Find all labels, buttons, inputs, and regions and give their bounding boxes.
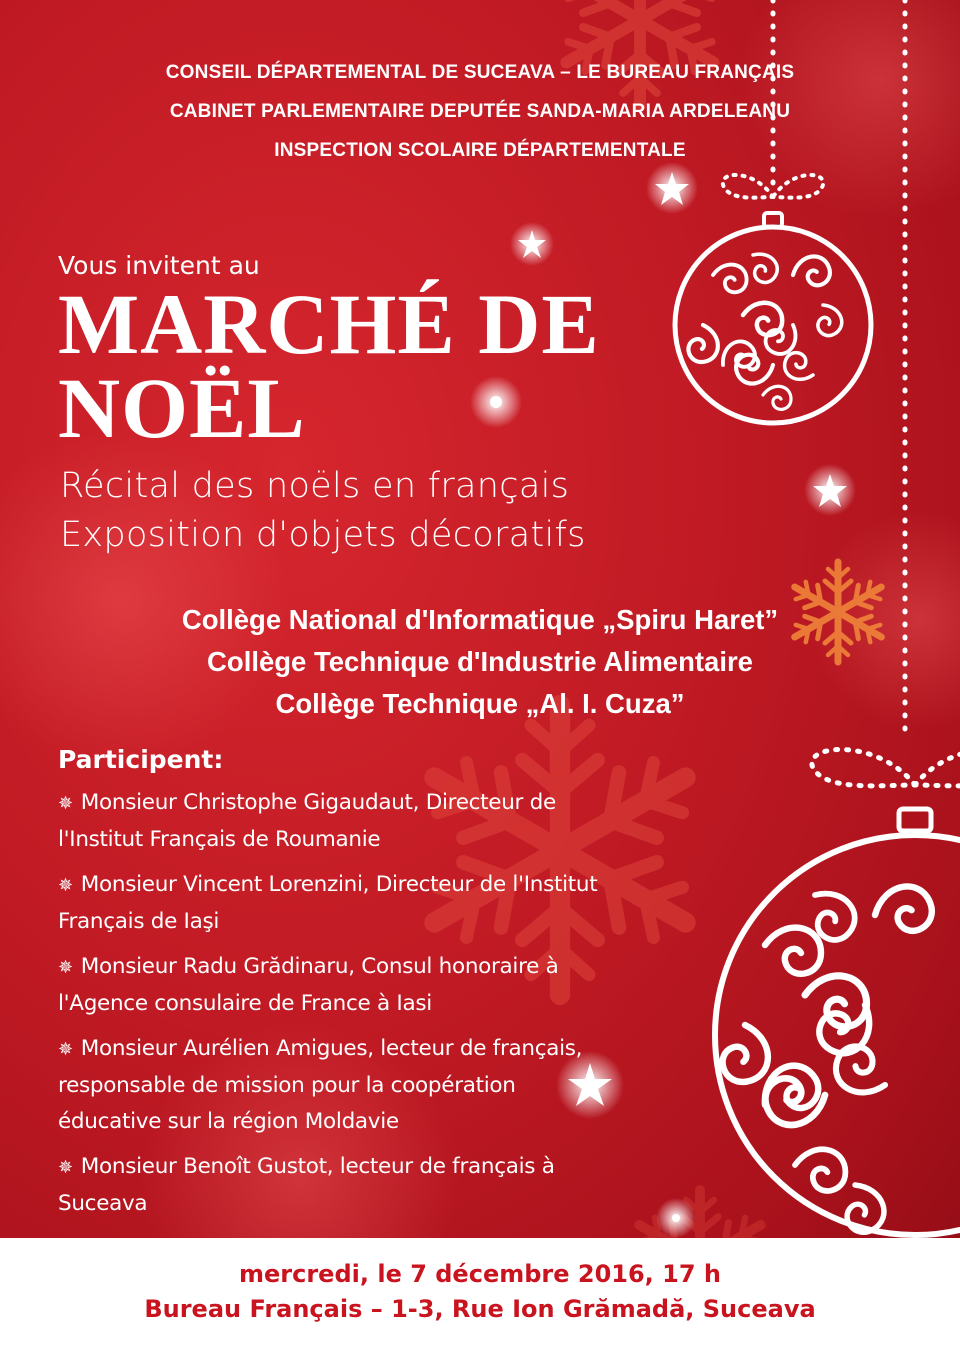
bullet-star-icon: ✵ bbox=[58, 957, 73, 978]
participant-text: responsable de mission pour la coopération bbox=[58, 1073, 516, 1098]
organizer-line: INSPECTION SCOLAIRE DÉPARTEMENTALE bbox=[274, 140, 686, 161]
participant-text: Monsieur Benoît Gustot, lecteur de français à bbox=[80, 1154, 555, 1179]
list-item bbox=[58, 785, 708, 858]
participant-text: Suceava bbox=[58, 1191, 148, 1216]
participant-text: l'Institut Français de Roumanie bbox=[58, 827, 381, 852]
footer-band bbox=[0, 1238, 960, 1352]
participant-text: l'Agence consulaire de France à Iasi bbox=[58, 991, 432, 1016]
event-address: Bureau Français – 1-3, Rue Ion Grămadă, Suceava bbox=[144, 1295, 816, 1323]
organizer-line: CONSEIL DÉPARTEMENTAL DE SUCEAVA – LE BUREAU FRANÇAIS bbox=[165, 62, 795, 83]
college-name: Collège Technique „Al. I. Cuza” bbox=[275, 688, 685, 719]
list-item bbox=[58, 867, 708, 940]
participant-text: Monsieur Aurélien Amigues, lecteur de français, bbox=[80, 1036, 583, 1061]
subtitle: Récital des noëls en français bbox=[60, 466, 570, 506]
event-title: MARCHÉ DE NOËL bbox=[58, 276, 600, 456]
participant-text: Monsieur Christophe Gigaudaut, Directeur de bbox=[80, 790, 556, 815]
college-name: Collège National d'Informatique „Spiru Haret” bbox=[181, 604, 779, 635]
subtitle: Exposition d'objets décoratifs bbox=[60, 515, 586, 555]
list-item bbox=[58, 1031, 708, 1140]
bullet-star-icon: ✵ bbox=[58, 1157, 73, 1178]
bullet-star-icon: ✵ bbox=[58, 793, 73, 814]
participant-text: Monsieur Vincent Lorenzini, Directeur de l'Institut bbox=[80, 872, 598, 897]
participant-text: éducative sur la région Moldavie bbox=[58, 1109, 399, 1134]
participant-text: Monsieur Radu Grădinaru, Consul honoraire à bbox=[80, 954, 559, 979]
participants-heading: Participent: bbox=[58, 745, 224, 774]
organizer-line: CABINET PARLEMENTAIRE DEPUTÉE SANDA-MARIA ARDELEANU bbox=[169, 101, 791, 122]
bullet-star-icon: ✵ bbox=[58, 1039, 73, 1060]
list-item bbox=[58, 949, 708, 1022]
participant-text: Français de Iaşi bbox=[58, 909, 220, 934]
list-item bbox=[58, 1149, 708, 1222]
participants-list bbox=[58, 785, 708, 1231]
bullet-star-icon: ✵ bbox=[58, 875, 73, 896]
intro-text: Vous invitent au bbox=[58, 251, 260, 280]
college-name: Collège Technique d'Industrie Alimentaire bbox=[207, 646, 753, 677]
event-date: mercredi, le 7 décembre 2016, 17 h bbox=[239, 1260, 721, 1288]
